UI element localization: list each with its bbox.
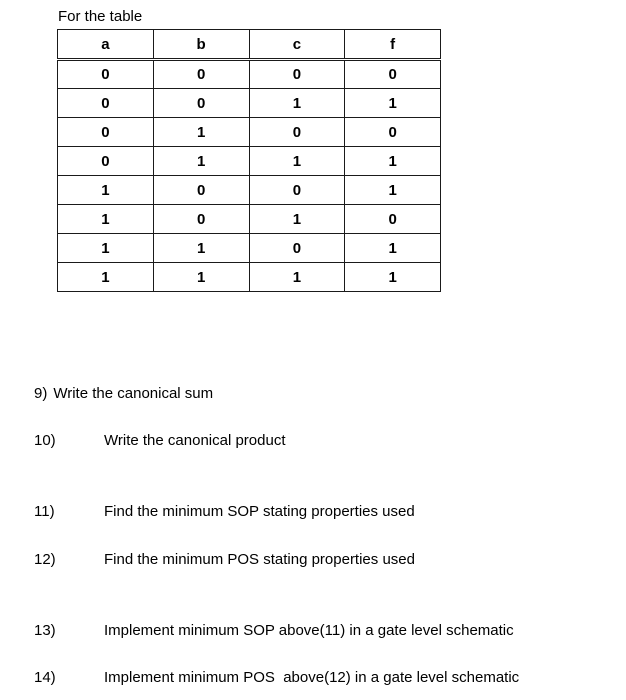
table-row [58, 176, 441, 205]
question-text: Find the minimum POS stating properties used [104, 551, 415, 568]
table-cell: 0 [153, 176, 249, 205]
table-row [58, 234, 441, 263]
header-b: b [153, 30, 249, 60]
table-cell: 1 [153, 234, 249, 263]
table-cell: 0 [345, 205, 441, 234]
question-number: 11) [34, 503, 55, 520]
question-text: Write the canonical sum [53, 385, 214, 402]
table-cell: 1 [345, 176, 441, 205]
truth-table [57, 29, 441, 292]
table-cell: 1 [153, 147, 249, 176]
intro-text: For the table [58, 8, 143, 25]
table-cell: 1 [58, 234, 154, 263]
table-cell: 1 [153, 118, 249, 147]
table-cell: 0 [249, 234, 345, 263]
table-cell: 1 [58, 263, 154, 292]
question-number: 13) [34, 622, 56, 639]
question-14 [34, 669, 519, 687]
table-cell: 1 [249, 205, 345, 234]
table-cell: 1 [58, 176, 154, 205]
table-cell: 0 [58, 118, 154, 147]
question-9 [34, 385, 213, 403]
question-number: 9) [34, 385, 48, 402]
table-row [58, 263, 441, 292]
table-row [58, 205, 441, 234]
table-cell: 0 [58, 89, 154, 118]
table-cell: 0 [249, 60, 345, 89]
table-cell: 0 [345, 118, 441, 147]
header-c: c [249, 30, 345, 60]
question-number: 10) [34, 432, 56, 449]
question-number: 12) [34, 551, 56, 568]
question-text: Implement minimum SOP above(11) in a gate level schematic [104, 622, 514, 639]
table-cell: 0 [153, 205, 249, 234]
table-row [58, 89, 441, 118]
table-cell: 0 [249, 118, 345, 147]
question-12 [34, 551, 415, 569]
table-cell: 0 [249, 176, 345, 205]
table-cell: 1 [249, 263, 345, 292]
table-cell: 0 [58, 147, 154, 176]
table-cell: 0 [58, 60, 154, 89]
question-13 [34, 622, 514, 640]
table-cell: 1 [345, 263, 441, 292]
table-row [58, 147, 441, 176]
table-cell: 1 [153, 263, 249, 292]
table-cell: 1 [249, 89, 345, 118]
question-number: 14) [34, 669, 56, 686]
table-cell: 0 [153, 60, 249, 89]
table-cell: 0 [345, 60, 441, 89]
table-row [58, 60, 441, 89]
question-text: Implement minimum POS above(12) in a gate level schematic [104, 669, 520, 686]
question-10 [34, 432, 286, 450]
table-cell: 0 [153, 89, 249, 118]
table-row [58, 118, 441, 147]
table-cell: 1 [345, 89, 441, 118]
question-text: Write the canonical product [104, 432, 286, 449]
table-cell: 1 [58, 205, 154, 234]
header-f: f [345, 30, 441, 60]
question-text: Find the minimum SOP stating properties used [104, 503, 415, 520]
header-a: a [58, 30, 154, 60]
table-cell: 1 [249, 147, 345, 176]
question-11 [34, 503, 415, 521]
table-header-row [58, 30, 441, 60]
table-cell: 1 [345, 147, 441, 176]
table-cell: 1 [345, 234, 441, 263]
